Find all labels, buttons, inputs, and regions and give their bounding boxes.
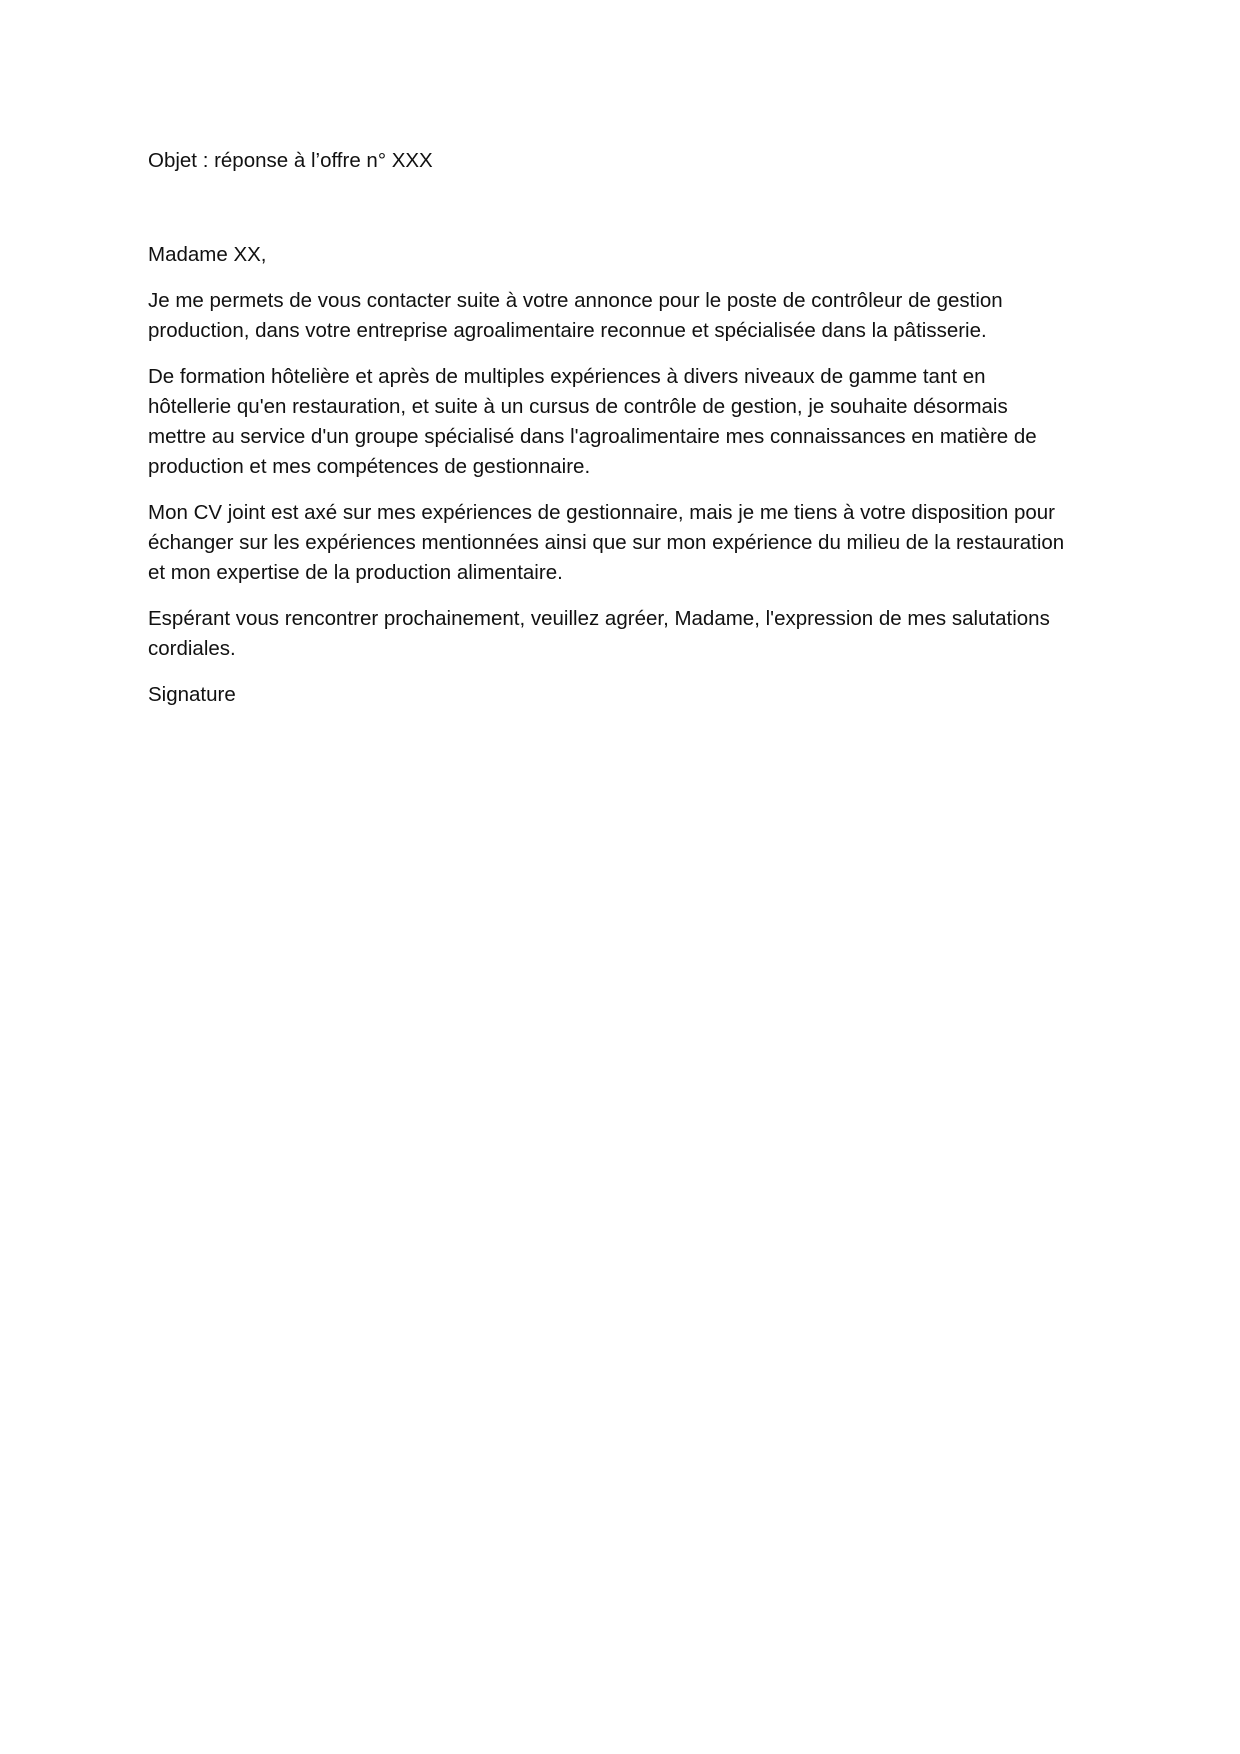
letter-paragraph-2: De formation hôtelière et après de multiples expériences à divers niveaux de gamme tant en hôtellerie qu'en restauration, et suite à un cursus de contrôle de gestion, je souhaite désormais mettre au service d'un groupe spécialisé dans l'agroalimentaire mes connaissances en matière de production et mes compétences de gestionnaire. bbox=[148, 365, 1037, 478]
letter-signature: Signature bbox=[148, 683, 236, 706]
letter-salutation: Madame XX, bbox=[148, 243, 267, 266]
letter-subject: Objet : réponse à l’offre n° XXX bbox=[148, 149, 433, 172]
letter-body bbox=[148, 146, 1093, 710]
letter-paragraph-3: Mon CV joint est axé sur mes expériences de gestionnaire, mais je me tiens à votre disposition pour échanger sur les expériences mentionnées ainsi que sur mon expérience du milieu de la restauration et mon expertise de la production alimentaire. bbox=[148, 501, 1065, 584]
letter-paragraph-1: Je me permets de vous contacter suite à votre annonce pour le poste de contrôleur de gestion production, dans votre entreprise agroalimentaire reconnue et spécialisée dans la pâtisserie. bbox=[148, 289, 1003, 342]
letter-paragraph-4: Espérant vous rencontrer prochainement, veuillez agréer, Madame, l'expression de mes salutations cordiales. bbox=[148, 607, 1050, 660]
